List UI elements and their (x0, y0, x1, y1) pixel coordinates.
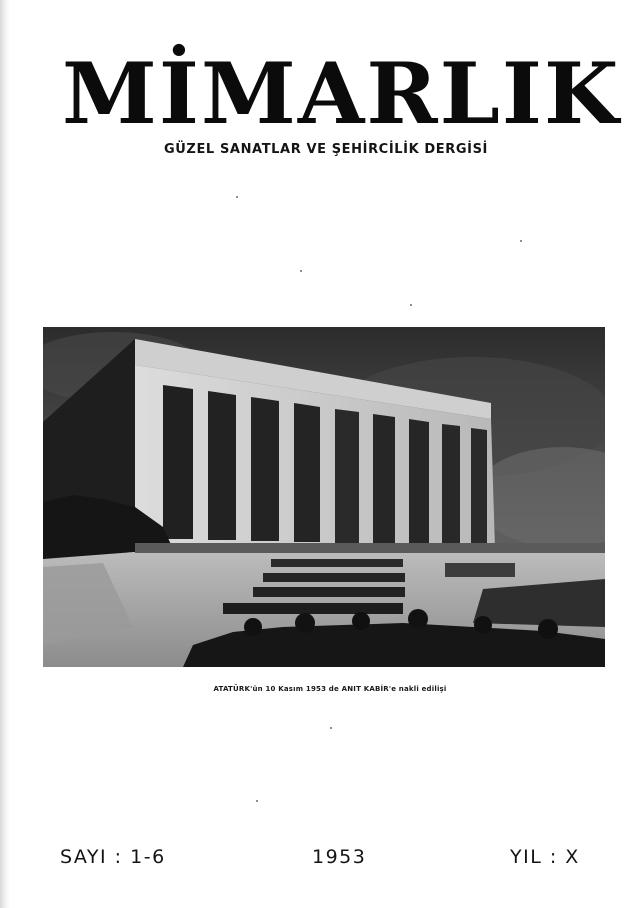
publication-year: 1953 (312, 846, 367, 868)
scan-speck (300, 270, 302, 272)
colonnade-gap (442, 424, 460, 546)
spectator-head (474, 616, 492, 634)
colonnade-gap (409, 419, 429, 545)
photo-caption: ATATÜRK'ün 10 Kasım 1953 de ANIT KABİR'e nakli edilişi (213, 685, 447, 693)
colonnade-gap (471, 428, 487, 547)
spectator-head (538, 619, 558, 639)
scan-speck (236, 196, 238, 198)
colonnade-gap (335, 409, 359, 543)
troop-row (223, 603, 403, 614)
colonnade-gap (373, 414, 395, 544)
scan-speck (256, 800, 258, 802)
spectator-head (352, 612, 370, 630)
terrace (135, 543, 605, 553)
volume-year: YIL : X (510, 846, 580, 868)
cover-photo-anitkabir (43, 327, 605, 667)
magazine-title: MİMARLIK (62, 44, 621, 143)
colonnade-gap (163, 385, 193, 539)
issue-number: SAYI : 1-6 (60, 846, 166, 868)
spectator-head (295, 613, 315, 633)
magazine-subtitle: GÜZEL SANATLAR VE ŞEHİRCİLİK DERGİSİ (164, 142, 488, 157)
troop-row (253, 587, 405, 597)
spectator-head (244, 618, 262, 636)
scan-speck (330, 727, 332, 729)
colonnade-gap (251, 397, 279, 541)
spectator-head (408, 609, 428, 629)
page-edge-shadow (0, 0, 10, 908)
mausoleum-illustration (43, 327, 605, 667)
colonnade-gap (294, 403, 320, 542)
scan-speck (520, 240, 522, 242)
scan-speck (410, 304, 412, 306)
colonnade-gap (208, 391, 236, 540)
gun-carriage (445, 563, 515, 577)
troop-row (271, 559, 403, 567)
troop-row (263, 573, 405, 582)
